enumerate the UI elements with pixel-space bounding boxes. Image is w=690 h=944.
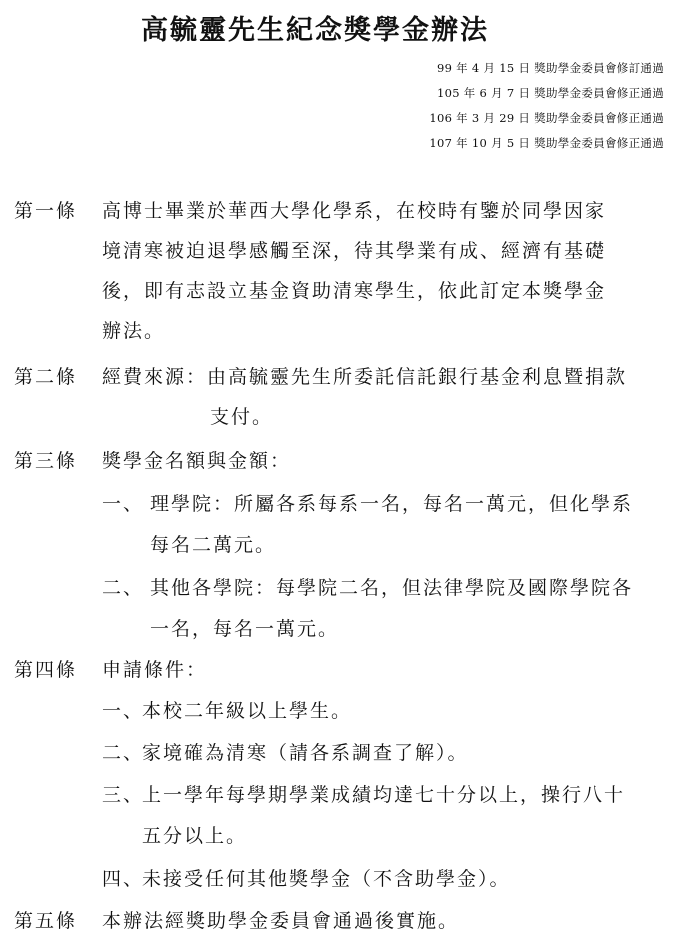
item-text-line: 理學院：所屬各系每系一名，每名一萬元，但化學系 <box>150 493 634 515</box>
item-marker: 二、 <box>102 742 145 764</box>
article-text-line: 後，即有志設立基金資助清寒學生，依此訂定本獎學金 <box>102 280 607 302</box>
item-marker: 一、 <box>102 700 145 722</box>
item-text-line: 上一學年每學期學業成績均達七十分以上，操行八十 <box>142 784 626 806</box>
revision-line: 105 年 6 月 7 日 獎助學金委員會修正通過 <box>436 86 664 100</box>
article-label: 第五條 <box>14 910 78 932</box>
item-text-line: 家境確為清寒（請各系調查了解）。 <box>142 742 469 764</box>
item-text-line: 本校二年級以上學生。 <box>142 700 353 722</box>
revision-line: 99 年 4 月 15 日 獎助學金委員會修訂通過 <box>436 61 664 75</box>
article-text-line: 辦法。 <box>102 320 166 342</box>
document-title: 高毓靈先生紀念獎學金辦法 <box>141 15 489 46</box>
article-label: 第三條 <box>14 450 78 472</box>
item-marker: 一、 <box>102 493 145 515</box>
item-marker: 二、 <box>102 577 145 599</box>
article-label: 第四條 <box>14 659 78 681</box>
article-text-line: 本辦法經獎助學金委員會通過後實施。 <box>102 910 460 932</box>
article-label: 第二條 <box>14 366 78 388</box>
article-label: 第一條 <box>14 200 78 222</box>
item-text-line: 其他各學院：每學院二名，但法律學院及國際學院各 <box>150 577 634 599</box>
article-text-line: 申請條件： <box>102 659 208 681</box>
revision-line: 107 年 10 月 5 日 獎助學金委員會修正通過 <box>429 136 664 150</box>
item-text-line: 五分以上。 <box>142 825 248 847</box>
article-text-line: 高博士畢業於華西大學化學系，在校時有鑒於同學因家 <box>102 200 607 222</box>
revision-line: 106 年 3 月 29 日 獎助學金委員會修正通過 <box>429 111 664 125</box>
article-text-line: 經費來源：由高毓靈先生所委託信託銀行基金利息暨捐款 <box>102 366 628 388</box>
item-text-line: 一名，每名一萬元。 <box>150 618 340 640</box>
item-text-line: 未接受任何其他獎學金（不含助學金）。 <box>142 868 511 890</box>
item-marker: 三、 <box>102 784 145 806</box>
article-text-line: 獎學金名額與金額： <box>102 450 292 472</box>
item-text-line: 每名二萬元。 <box>150 534 277 556</box>
item-marker: 四、 <box>102 868 145 890</box>
article-text-line: 支付。 <box>210 406 274 428</box>
article-text-line: 境清寒被迫退學感觸至深，待其學業有成、經濟有基礎 <box>102 240 607 262</box>
